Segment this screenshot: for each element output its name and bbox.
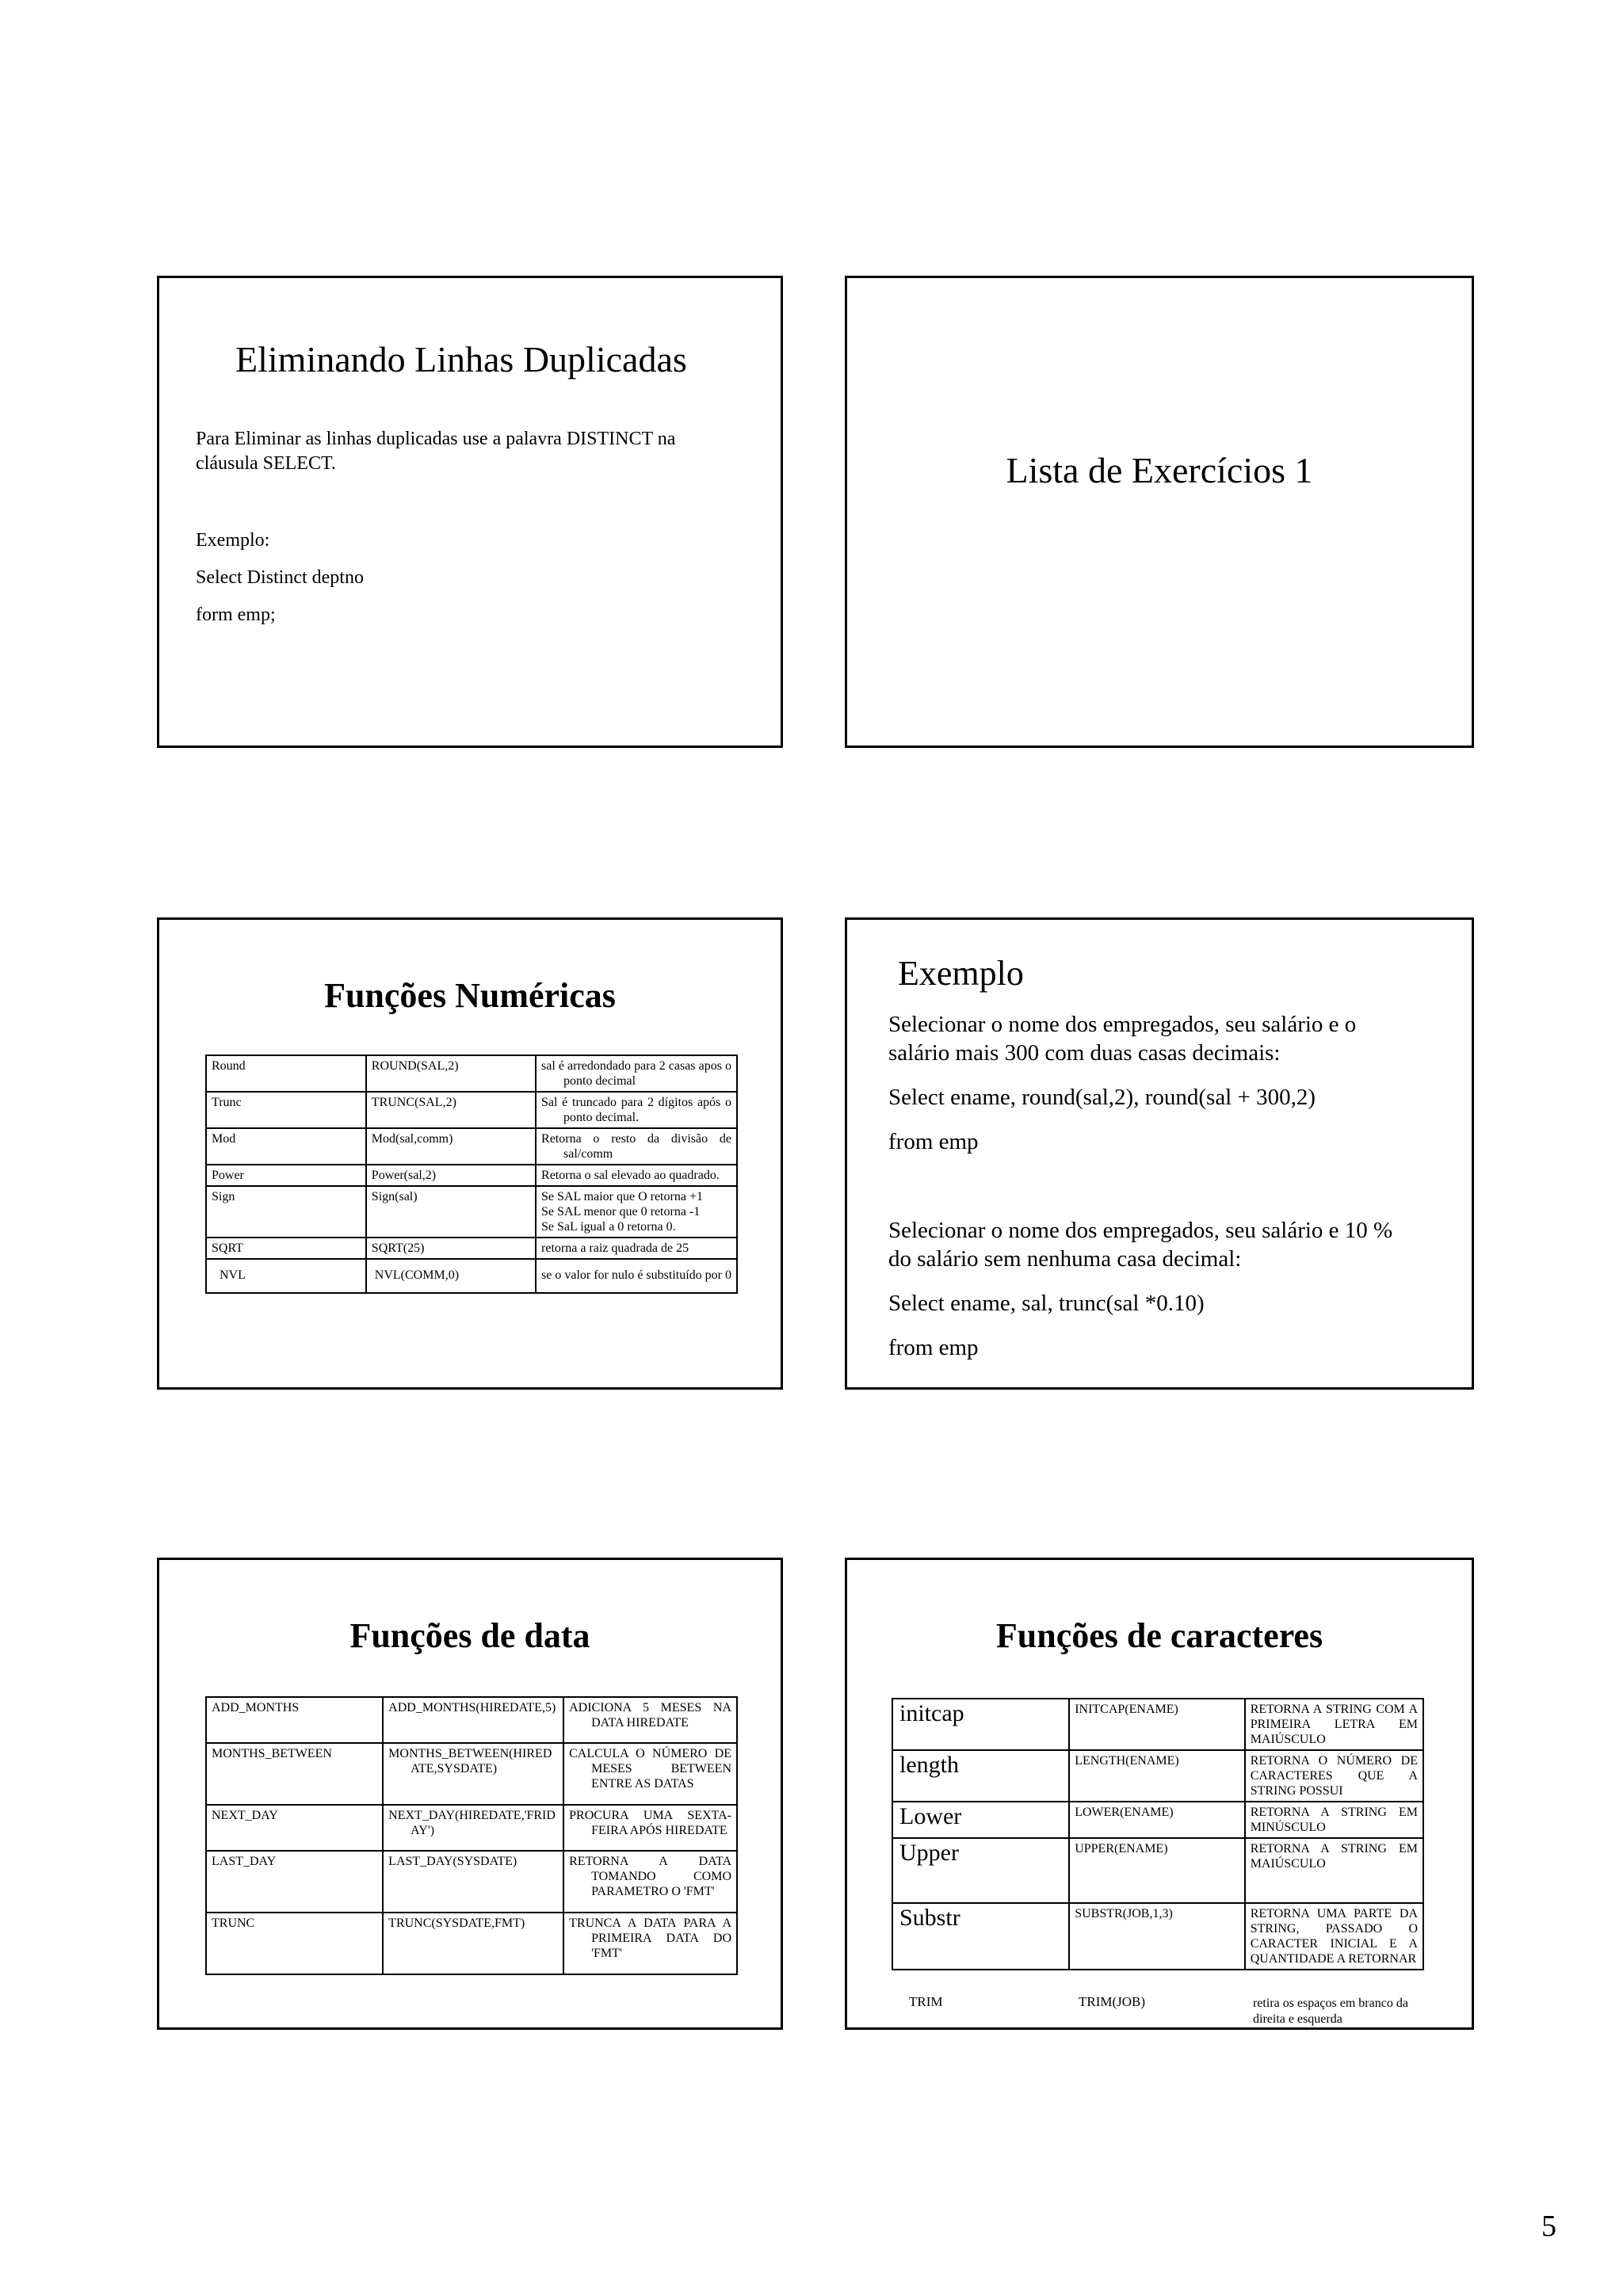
paragraph-1-line1: Selecionar o nome dos empregados, seu salário e o: [888, 1012, 1357, 1037]
slide-title: Funções de caracteres: [995, 1616, 1323, 1655]
slide-title: Eliminando Linhas Duplicadas: [235, 339, 687, 379]
table-row-nvl: [206, 1259, 737, 1293]
function-name: MONTHS_BETWEEN: [206, 1743, 383, 1805]
function-description: RETORNA UMA PARTE DA STRING, PASSADO O CARACTER INICIAL E A QUANTIDADE A RETORNAR: [1245, 1903, 1423, 1970]
paragraph-2-line2: do salário sem nenhuma casa decimal:: [888, 1246, 1242, 1272]
function-name: NEXT_DAY: [206, 1805, 383, 1851]
trim-function-description: retira os espaços em branco da direita e esquerda: [1253, 1997, 1408, 2026]
function-description: PROCURA UMA SEXTA-FEIRA APÓS HIREDATE: [563, 1805, 737, 1851]
paragraph-2-line1: Selecionar o nome dos empregados, seu salário e 10 %: [888, 1218, 1393, 1243]
character-functions-table: [892, 1698, 1424, 1970]
slide-title: Funções de data: [349, 1616, 590, 1655]
code-2-line1: Select ename, sal, trunc(sal *0.10): [888, 1291, 1205, 1316]
slide-funcoes-numericas: [157, 917, 783, 1390]
function-syntax: LENGTH(ENAME): [1069, 1750, 1245, 1802]
function-syntax: LAST_DAY(SYSDATE): [383, 1851, 563, 1913]
table-row: [206, 1092, 737, 1128]
slide-title: Lista de Exercícios 1: [1006, 450, 1313, 490]
function-description: RETORNA A STRING EM MAIÚSCULO: [1245, 1838, 1423, 1903]
function-description: sal é arredondado para 2 casas apos o ponto decimal: [536, 1055, 737, 1092]
table-row: [206, 1055, 737, 1092]
table-row: [206, 1165, 737, 1186]
table-row: [206, 1697, 737, 1743]
function-description: ADICIONA 5 MESES NA DATA HIREDATE: [563, 1697, 737, 1743]
function-name: initcap: [892, 1699, 1069, 1750]
table-row: [206, 1238, 737, 1259]
function-syntax: ROUND(SAL,2): [366, 1055, 536, 1092]
paragraph-1-line2: salário mais 300 com duas casas decimais:: [888, 1040, 1281, 1066]
table-row: [892, 1838, 1423, 1903]
table-row: [206, 1128, 737, 1165]
function-name: Mod: [206, 1128, 366, 1165]
table-row: [206, 1851, 737, 1913]
code-line-2: form emp;: [196, 605, 276, 625]
function-description: Se SAL maior que O retorna +1 Se SAL menor que 0 retorna -1 Se SaL igual a 0 retorna 0.: [536, 1186, 737, 1238]
function-description: RETORNA A DATA TOMANDO COMO PARAMETRO O 'FMT': [563, 1851, 737, 1913]
function-name: NVL: [206, 1259, 366, 1293]
function-name: length: [892, 1750, 1069, 1802]
function-syntax: Mod(sal,comm): [366, 1128, 536, 1165]
page-number: 5: [1541, 2210, 1556, 2243]
function-syntax: Sign(sal): [366, 1186, 536, 1238]
slide-exemplo: [845, 917, 1474, 1390]
numeric-functions-table: [205, 1055, 738, 1294]
function-syntax: TRUNC(SAL,2): [366, 1092, 536, 1128]
function-name: Upper: [892, 1838, 1069, 1903]
function-description: Sal é truncado para 2 dígitos após o ponto decimal.: [536, 1092, 737, 1128]
function-syntax: MONTHS_BETWEEN(HIREDATE,SYSDATE): [383, 1743, 563, 1805]
slide-title: Exemplo: [898, 954, 1024, 993]
function-description: se o valor for nulo é substituído por 0: [536, 1259, 737, 1293]
intro-text-line1: Para Eliminar as linhas duplicadas use a palavra DISTINCT na: [196, 429, 676, 449]
function-syntax: SQRT(25): [366, 1238, 536, 1259]
intro-text-line2: cláusula SELECT.: [196, 453, 336, 474]
function-description: TRUNCA A DATA PARA A PRIMEIRA DATA DO 'FMT': [563, 1913, 737, 1974]
function-syntax: INITCAP(ENAME): [1069, 1699, 1245, 1750]
function-description: retorna a raiz quadrada de 25: [536, 1238, 737, 1259]
function-name: Power: [206, 1165, 366, 1186]
date-functions-table: [205, 1696, 738, 1975]
slide-eliminando-linhas: [157, 276, 783, 748]
table-row: [892, 1903, 1423, 1970]
function-syntax: Power(sal,2): [366, 1165, 536, 1186]
table-row: [206, 1743, 737, 1805]
code-2-line2: from emp: [888, 1335, 979, 1360]
function-name: Sign: [206, 1186, 366, 1238]
table-row: [206, 1805, 737, 1851]
function-name: TRUNC: [206, 1913, 383, 1974]
example-label: Exemplo:: [196, 530, 270, 551]
function-name: ADD_MONTHS: [206, 1697, 383, 1743]
function-name: SQRT: [206, 1238, 366, 1259]
function-syntax: SUBSTR(JOB,1,3): [1069, 1903, 1245, 1970]
function-name: Trunc: [206, 1092, 366, 1128]
function-description: RETORNA A STRING EM MINÚSCULO: [1245, 1802, 1423, 1838]
function-description: RETORNA A STRING COM A PRIMEIRA LETRA EM MAIÚSCULO: [1245, 1699, 1423, 1750]
code-1-line2: from emp: [888, 1129, 979, 1154]
function-syntax: NEXT_DAY(HIREDATE,'FRIDAY'): [383, 1805, 563, 1851]
table-row: [892, 1750, 1423, 1802]
function-name: Substr: [892, 1903, 1069, 1970]
table-row: [206, 1186, 737, 1238]
slide-lista-exercicios: [845, 276, 1474, 748]
function-description: CALCULA O NÚMERO DE MESES BETWEEN ENTRE AS DATAS: [563, 1743, 737, 1805]
trim-function-name: TRIM: [909, 1994, 943, 2009]
table-row: [892, 1699, 1423, 1750]
function-name: Lower: [892, 1802, 1069, 1838]
function-syntax: ADD_MONTHS(HIREDATE,5): [383, 1697, 563, 1743]
function-name: Round: [206, 1055, 366, 1092]
code-1-line1: Select ename, round(sal,2), round(sal + 300,2): [888, 1085, 1316, 1110]
table-row: [206, 1913, 737, 1974]
function-description: RETORNA O NÚMERO DE CARACTERES QUE A STRING POSSUI: [1245, 1750, 1423, 1802]
trim-function-syntax: TRIM(JOB): [1079, 1994, 1146, 2009]
function-description: Retorna o resto da divisão de sal/comm: [536, 1128, 737, 1165]
function-description: Retorna o sal elevado ao quadrado.: [536, 1165, 737, 1186]
function-syntax: UPPER(ENAME): [1069, 1838, 1245, 1903]
slide-funcoes-data: [157, 1558, 783, 2030]
function-syntax: LOWER(ENAME): [1069, 1802, 1245, 1838]
table-row: [892, 1802, 1423, 1838]
code-line-1: Select Distinct deptno: [196, 567, 364, 588]
function-name: LAST_DAY: [206, 1851, 383, 1913]
slide-title: Funções Numéricas: [324, 976, 616, 1015]
function-syntax: TRUNC(SYSDATE,FMT): [383, 1913, 563, 1974]
slide-funcoes-caracteres: [845, 1558, 1474, 2030]
function-syntax: NVL(COMM,0): [366, 1259, 536, 1293]
